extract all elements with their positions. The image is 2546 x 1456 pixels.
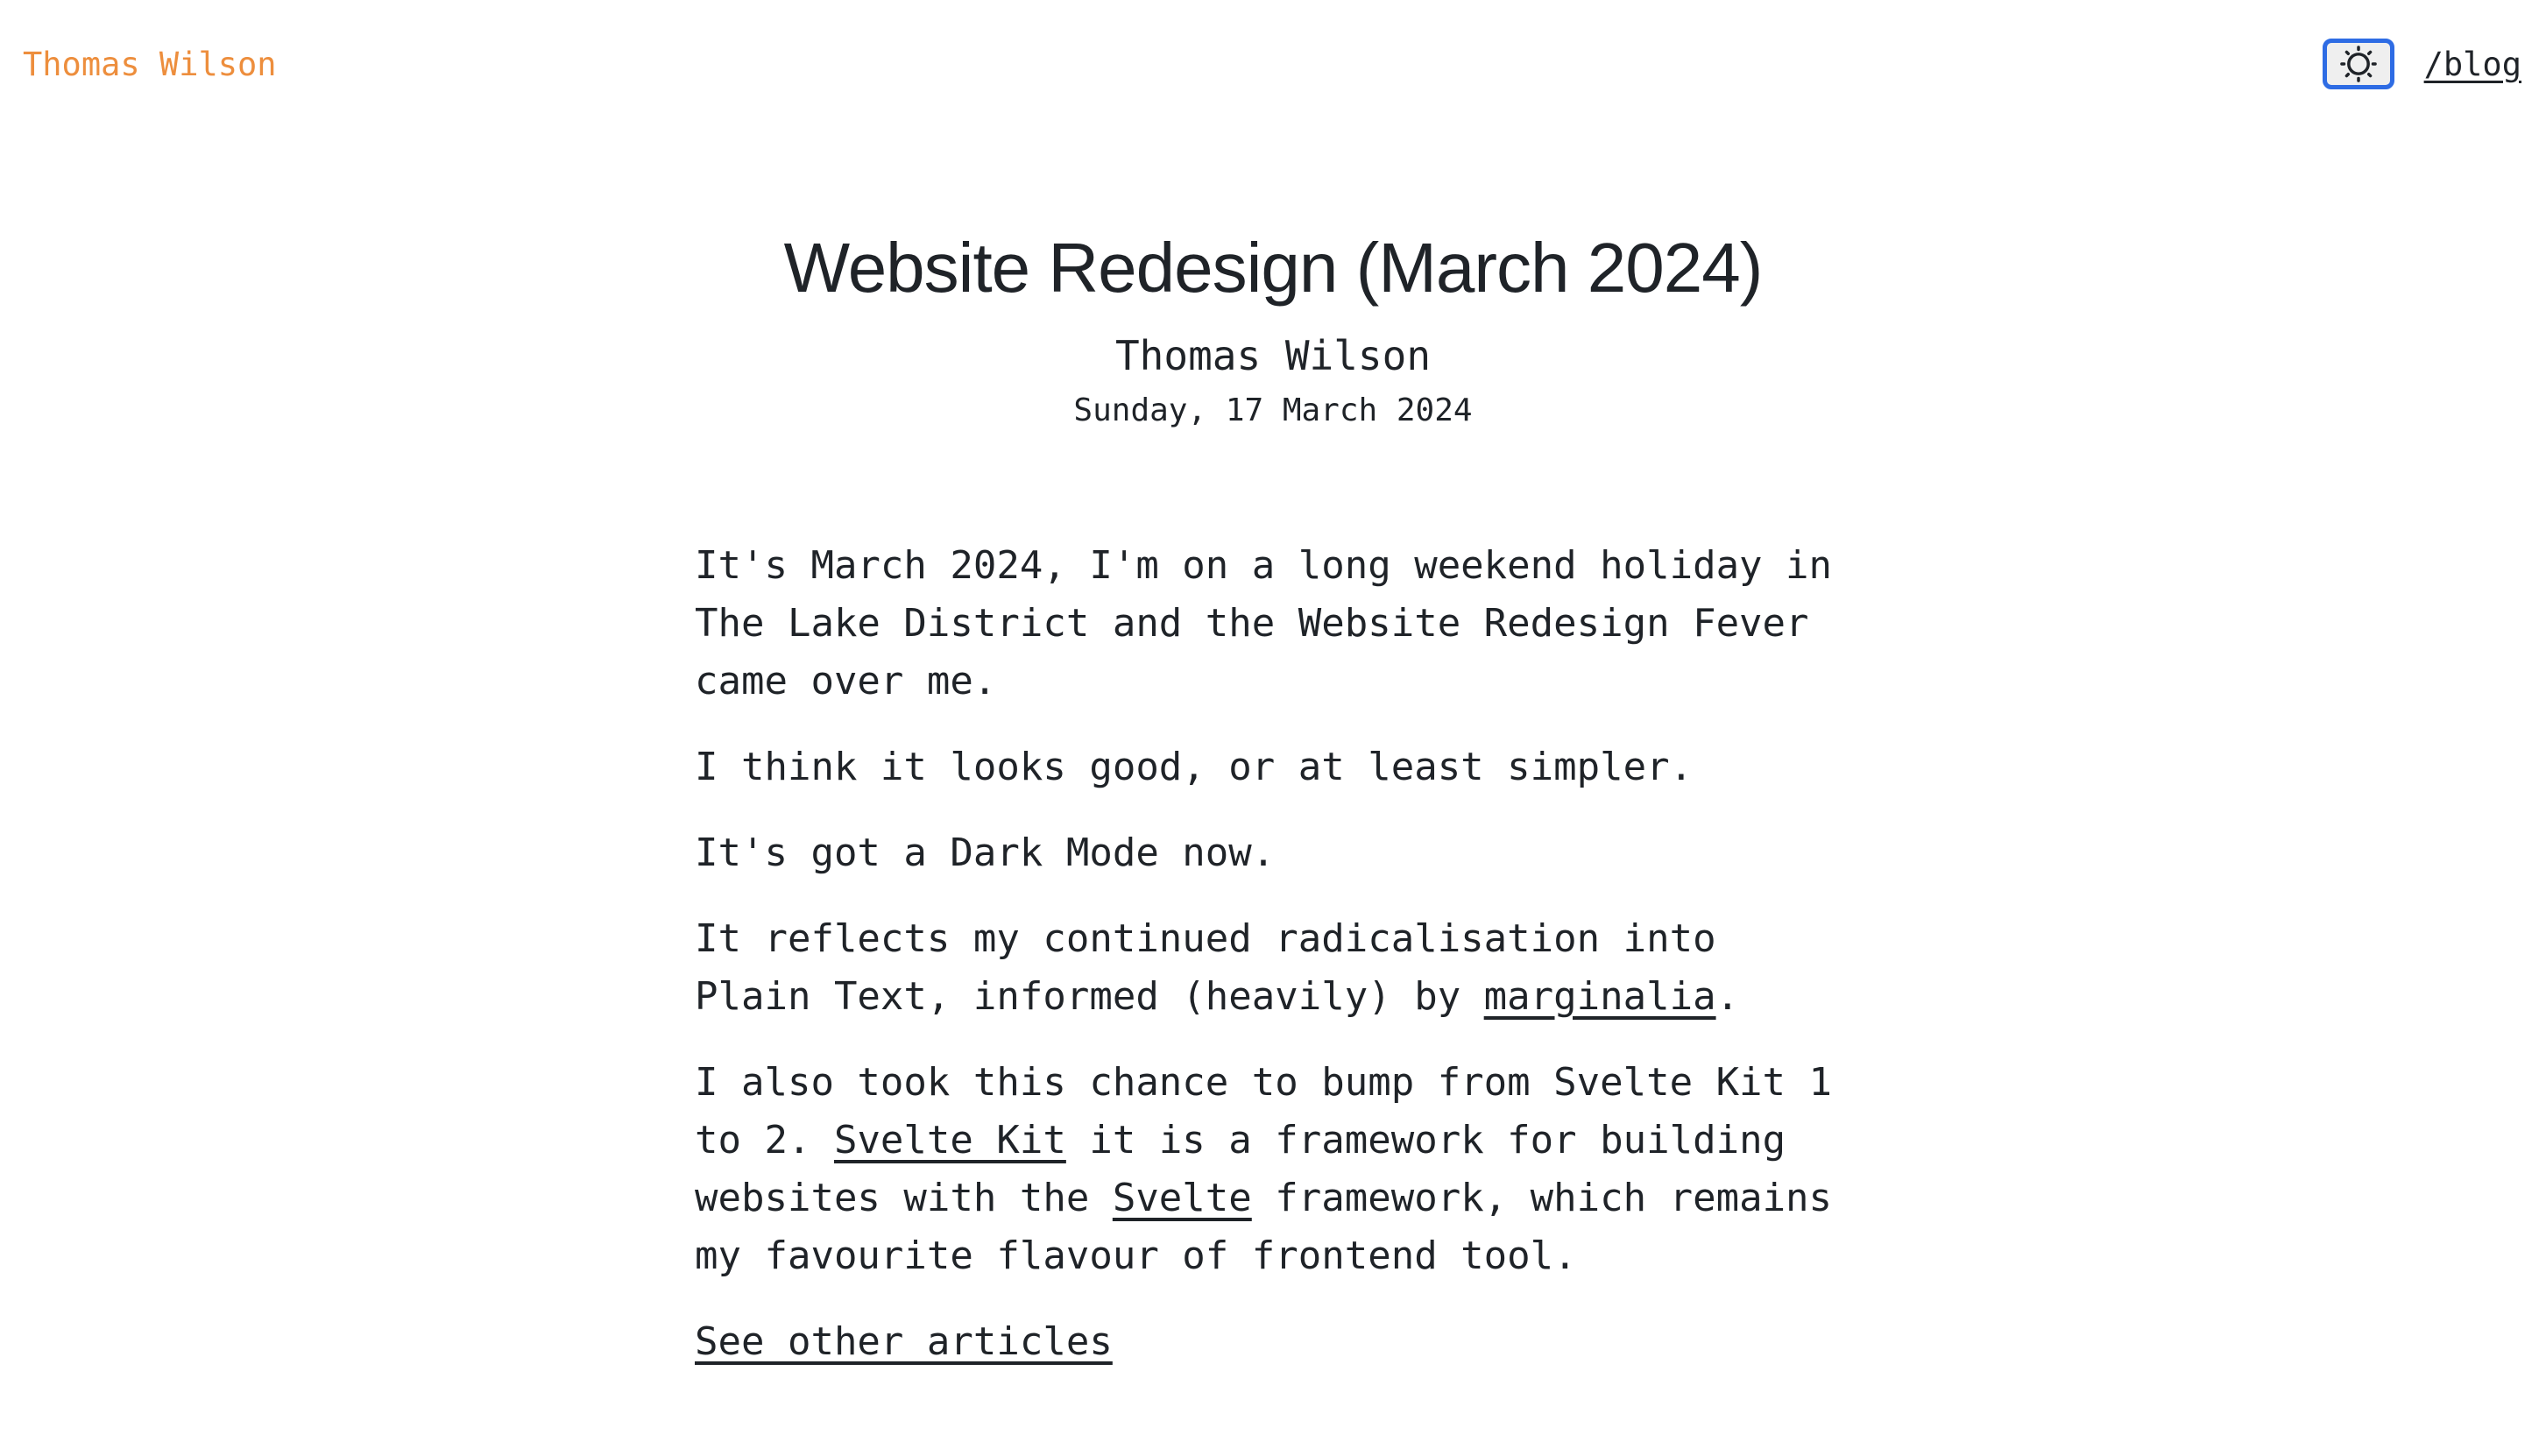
paragraph-text: It reflects my continued radicalisation into Plain Text, informed (heavily) by xyxy=(695,915,1716,1019)
inline-link[interactable]: Svelte Kit xyxy=(833,1117,1066,1163)
article-date: Sunday, 17 March 2024 xyxy=(1073,392,1473,429)
inline-link[interactable]: See other articles xyxy=(695,1318,1113,1364)
header-actions xyxy=(2323,39,2521,89)
blog-link[interactable]: /blog xyxy=(2423,45,2521,83)
inline-link[interactable]: Svelte xyxy=(1112,1175,1252,1220)
article-paragraph xyxy=(695,910,1851,1026)
article-paragraph xyxy=(695,1313,1851,1371)
paragraph-text: . xyxy=(1715,973,1740,1019)
paragraph-text: I think it looks good, or at least simpler. xyxy=(695,744,1694,789)
inline-link[interactable]: marginalia xyxy=(1483,973,1716,1019)
site-name-link[interactable]: Thomas Wilson xyxy=(23,45,277,83)
page-title: Website Redesign (March 2024) xyxy=(783,229,1763,307)
sun-icon xyxy=(2339,45,2378,83)
article-paragraph xyxy=(695,739,1851,796)
paragraph-text: I also took this chance to bump from Svelte Kit 1 to 2. xyxy=(695,1059,1833,1163)
paragraph-text: It's got a Dark Mode now. xyxy=(695,830,1276,875)
theme-toggle-button[interactable] xyxy=(2323,39,2394,89)
article-container xyxy=(695,226,1851,1371)
article-author: Thomas Wilson xyxy=(1114,332,1432,379)
article-paragraph xyxy=(695,824,1851,882)
paragraph-text: framework, which remains my favourite flavour of frontend tool. xyxy=(695,1175,1833,1278)
paragraph-text: It's March 2024, I'm on a long weekend holiday in The Lake District and the Website Redesign Fever came over me. xyxy=(695,542,1833,703)
article-paragraph xyxy=(695,537,1851,710)
article-body xyxy=(695,537,1851,1371)
paragraph-text: it is a framework for building websites with the xyxy=(695,1117,1786,1220)
article-paragraph xyxy=(695,1054,1851,1285)
site-header xyxy=(0,0,2546,89)
